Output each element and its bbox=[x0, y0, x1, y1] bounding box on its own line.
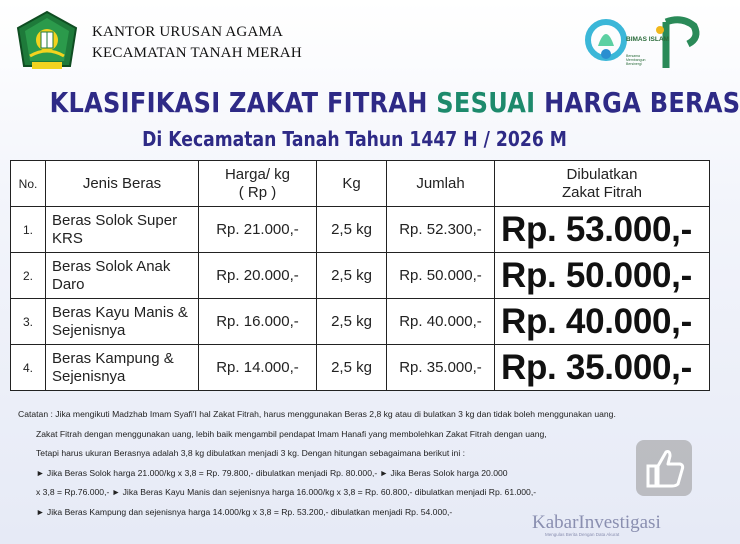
row-no: 2. bbox=[11, 253, 46, 299]
row-jenis-line1: Beras Kampung & bbox=[52, 349, 174, 367]
note-line-3: Tetapi harus ukuran Berasnya adalah 3,8 kg dibulatkan menjadi 3 kg. Dengan hitungan sebagaimana berikut ini : bbox=[36, 448, 466, 458]
row-no: 4. bbox=[11, 345, 46, 391]
row-jumlah: Rp. 52.300,- bbox=[387, 207, 495, 253]
office-name bbox=[92, 22, 302, 64]
note-line-4: ► Jika Beras Solok harga 21.000/kg x 3,8 = Rp. 79.800,- dibulatkan menjadi Rp. 80.000,- ► Jika Beras Solok harga 20.000 bbox=[36, 467, 508, 478]
table-row bbox=[11, 207, 710, 253]
title-part-1: KLASIFIKASI ZAKAT FITRAH bbox=[49, 86, 428, 119]
watermark-tagline: Mengulas Berita Dengan Data Akurat bbox=[545, 532, 620, 537]
row-harga: Rp. 16.000,- bbox=[199, 299, 317, 345]
row-kg: 2,5 kg bbox=[317, 253, 387, 299]
table-header-row bbox=[11, 161, 710, 207]
kemenag-logo bbox=[14, 10, 80, 74]
bimas-logo-text: BIMAS ISLAM bbox=[626, 36, 669, 43]
bimas-logo-subtext: Bersama Membangun Bersinergi bbox=[626, 54, 646, 66]
row-dibulatkan: Rp. 40.000,- bbox=[495, 299, 710, 345]
row-jumlah: Rp. 50.000,- bbox=[387, 253, 495, 299]
row-jenis-line1: Beras Solok Super bbox=[52, 211, 178, 229]
row-jenis-beras bbox=[46, 253, 199, 299]
note-line-6: ► Jika Beras Kampung dan sejenisnya harga 14.000/kg x 3,8 = Rp. 53.200,- dibulatkan menjadi Rp. 54.000,- bbox=[36, 506, 453, 517]
row-harga: Rp. 20.000,- bbox=[199, 253, 317, 299]
row-jumlah: Rp. 40.000,- bbox=[387, 299, 495, 345]
note-line-5: x 3,8 = Rp.76.000,- ► Jika Beras Kayu Manis dan sejenisnya harga 16.000/kg x 3,8 = Rp. 60.800,- dibulatkan menjadi Rp. 61.000,- bbox=[36, 487, 537, 497]
header-jenis-beras: Jenis Beras bbox=[46, 161, 199, 207]
header-harga bbox=[199, 161, 317, 207]
row-kg: 2,5 kg bbox=[317, 207, 387, 253]
row-kg: 2,5 kg bbox=[317, 345, 387, 391]
header-harga-line1: Harga/ kg bbox=[224, 165, 291, 183]
watermark-brand: KabarInvestigasi bbox=[532, 512, 661, 533]
row-kg: 2,5 kg bbox=[317, 299, 387, 345]
row-jenis-line2: Sejenisnya bbox=[52, 321, 126, 339]
row-dibulatkan: Rp. 53.000,- bbox=[495, 207, 710, 253]
note-line-2: Zakat Fitrah dengan menggunakan uang, lebih baik mengambil pendapat Imam Hanafi yang membolehkan Zakat Fitrah dengan uang, bbox=[36, 428, 547, 439]
row-jenis-beras bbox=[46, 345, 199, 391]
row-no: 3. bbox=[11, 299, 46, 345]
thumbs-up-icon[interactable] bbox=[636, 440, 692, 496]
header-dibulatkan-line2: Zakat Fitrah bbox=[561, 183, 643, 201]
header-dibulatkan bbox=[495, 161, 710, 207]
office-line-2: KECAMATAN TANAH MERAH bbox=[92, 45, 302, 61]
row-dibulatkan: Rp. 35.000,- bbox=[495, 345, 710, 391]
row-jenis-beras bbox=[46, 299, 199, 345]
header-harga-line2: ( Rp ) bbox=[238, 183, 277, 201]
title-part-2: SESUAI bbox=[436, 86, 536, 119]
header-jumlah: Jumlah bbox=[387, 161, 495, 207]
table-row bbox=[11, 345, 710, 391]
table-row bbox=[11, 299, 710, 345]
row-harga: Rp. 21.000,- bbox=[199, 207, 317, 253]
row-jenis-line2: Sejenisnya bbox=[52, 367, 126, 385]
row-jenis-line1: Beras Kayu Manis & bbox=[52, 303, 188, 321]
notes-section bbox=[18, 405, 616, 522]
page-subtitle: Di Kecamatan Tanah Tahun 1447 H / 2026 M bbox=[142, 127, 567, 151]
header-kg: Kg bbox=[317, 161, 387, 207]
row-jenis-line2: KRS bbox=[52, 229, 83, 247]
header-no: No. bbox=[11, 161, 46, 207]
row-dibulatkan: Rp. 50.000,- bbox=[495, 253, 710, 299]
row-jumlah: Rp. 35.000,- bbox=[387, 345, 495, 391]
note-line-1: Catatan : Jika mengikuti Madzhab Imam Syafi'I hal Zakat Fitrah, harus menggunakan Beras 2,8 kg atau di bulatkan 3 kg dan tidak boleh menggunakan uang. bbox=[18, 409, 616, 419]
header-dibulatkan-line1: Dibulatkan bbox=[566, 165, 638, 183]
row-harga: Rp. 14.000,- bbox=[199, 345, 317, 391]
row-jenis-beras bbox=[46, 207, 199, 253]
bimas-islam-logo bbox=[584, 12, 702, 80]
row-jenis-line1: Beras Solok Anak Daro bbox=[52, 257, 171, 293]
title-part-3: HARGA BERAS bbox=[544, 86, 740, 119]
row-no: 1. bbox=[11, 207, 46, 253]
table-row bbox=[11, 253, 710, 299]
page-title bbox=[49, 86, 740, 119]
zakat-table bbox=[10, 160, 710, 391]
office-line-1: KANTOR URUSAN AGAMA bbox=[92, 24, 284, 40]
